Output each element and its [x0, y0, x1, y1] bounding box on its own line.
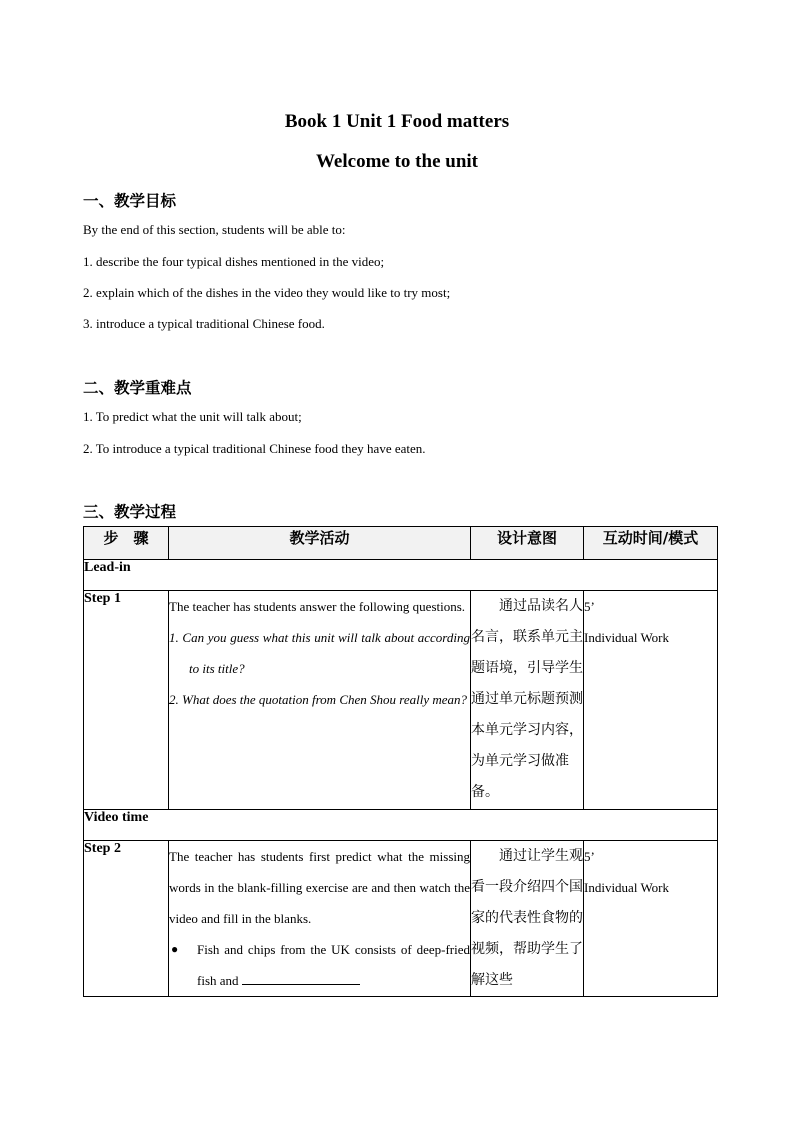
activity-cell [169, 841, 471, 997]
section-label-lead-in: Lead-in [84, 560, 718, 591]
bullet-dot-icon: ● [171, 942, 179, 956]
time-value: 5’ [584, 849, 595, 864]
table-row [84, 841, 718, 997]
section-heading-key-points: 二、教学重难点 [83, 379, 192, 397]
section-label-video-time: Video time [84, 810, 718, 841]
header-time-mode: 互动时间/模式 [584, 527, 718, 560]
mode-value: Individual Work [584, 880, 670, 895]
activity-cell [169, 591, 471, 810]
fill-in-blank [242, 970, 360, 985]
objective-item: 3. introduce a typical traditional Chinese food. [83, 316, 325, 331]
key-point-item: 2. To introduce a typical traditional Chinese food they have eaten. [83, 441, 426, 456]
question-item: 1. Can you guess what this unit will talk about according to its title? [169, 630, 470, 676]
activity-intro: The teacher has students answer the following questions. [169, 599, 466, 614]
bullet-text: Fish and chips from the UK consists of deep-fried fish and [197, 942, 470, 988]
key-point-item: 1. To predict what the unit will talk about; [83, 409, 302, 424]
intent-cell: 通过让学生观看一段介绍四个国家的代表性食物的视频，帮助学生了解这些 [471, 841, 584, 997]
table-section-row [84, 810, 718, 841]
time-value: 5’ [584, 599, 595, 614]
lesson-procedure-table [83, 526, 718, 997]
objective-item: 2. explain which of the dishes in the video they would like to try most; [83, 285, 451, 300]
mode-value: Individual Work [584, 630, 670, 645]
objectives-intro: By the end of this section, students will be able to: [83, 222, 346, 237]
section-heading-procedure: 三、教学过程 [83, 503, 177, 521]
table-section-row [84, 560, 718, 591]
activity-intro: The teacher has students first predict what the missing words in the blank-filling exercise are and then watch the video and fill in the blanks. [169, 849, 470, 926]
question-item: 2. What does the quotation from Chen Shou really mean? [169, 692, 468, 707]
header-activity: 教学活动 [169, 527, 471, 560]
document-subtitle: Welcome to the unit [315, 151, 478, 172]
header-step: 步 骤 [84, 527, 169, 560]
step-label: Step 2 [84, 841, 169, 997]
section-heading-objectives: 一、教学目标 [83, 192, 177, 210]
table-header-row [84, 527, 718, 560]
time-mode-cell [584, 841, 718, 997]
step-label: Step 1 [84, 591, 169, 810]
document-title: Book 1 Unit 1 Food matters [284, 111, 510, 132]
objective-item: 1. describe the four typical dishes mentioned in the video; [83, 254, 385, 269]
header-intent: 设计意图 [471, 527, 584, 560]
time-mode-cell [584, 591, 718, 810]
bullet-item [169, 934, 470, 996]
intent-cell: 通过品读名人名言，联系单元主题语境，引导学生通过单元标题预测本单元学习内容，为单元学习做准备。 [471, 591, 584, 810]
table-row [84, 591, 718, 810]
